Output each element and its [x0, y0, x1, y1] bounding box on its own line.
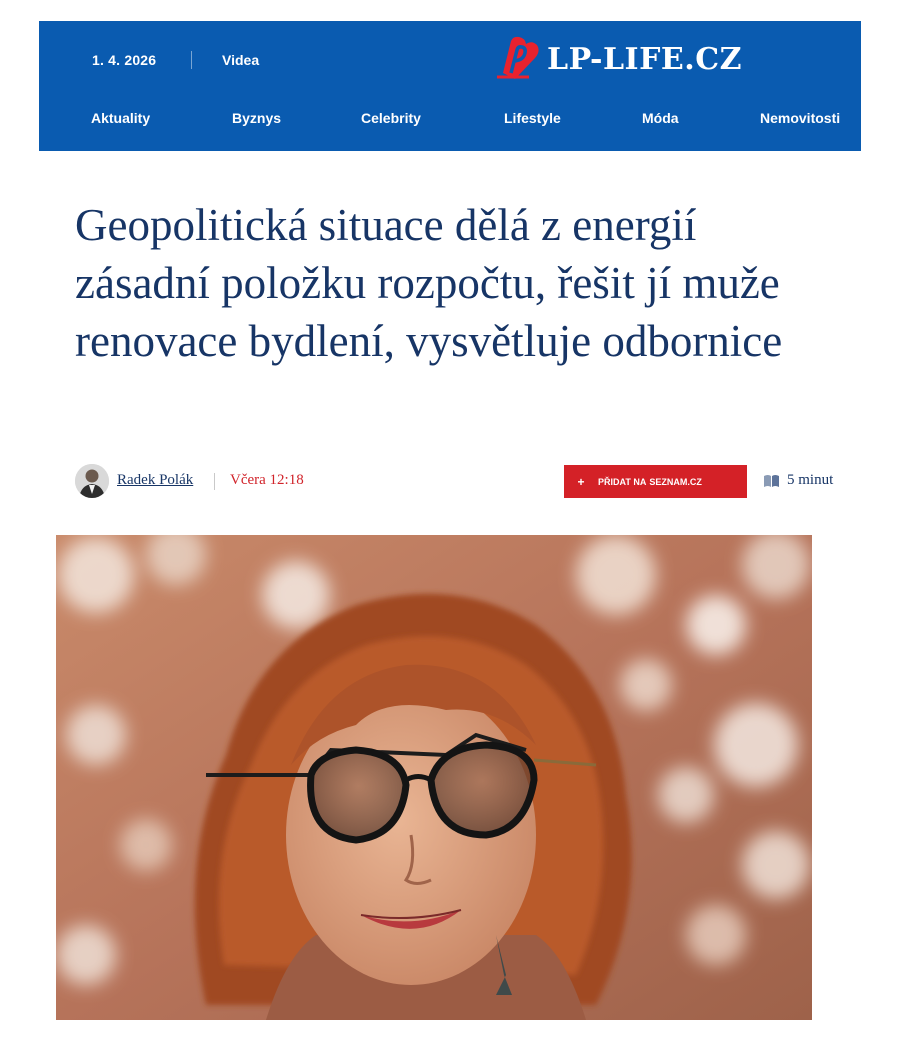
book-icon [763, 474, 780, 488]
current-date: 1. 4. 2026 [92, 52, 157, 68]
header-divider [191, 51, 192, 69]
seznam-button-brand: SEZNAM.CZ [649, 476, 702, 487]
publish-time: Včera 12:18 [230, 472, 304, 488]
reading-time-label: 5 minut [787, 472, 834, 488]
article-hero-image [56, 535, 812, 1020]
header-top-bar [39, 21, 861, 99]
add-to-seznam-button[interactable] [564, 465, 747, 498]
heart-logo-icon [491, 33, 543, 83]
reading-time [763, 472, 833, 489]
videa-link[interactable]: Videa [222, 52, 260, 68]
site-logo[interactable] [491, 33, 742, 83]
nav-item-nemovitosti[interactable]: Nemovitosti [760, 110, 841, 126]
nav-item-lifestyle[interactable]: Lifestyle [504, 110, 561, 126]
avatar-image [75, 464, 109, 498]
nav-item-celebrity[interactable]: Celebrity [361, 110, 421, 126]
nav-item-byznys[interactable]: Byznys [232, 110, 282, 126]
seznam-button-label: PŘIDAT NA [598, 476, 647, 487]
plus-icon: + [577, 474, 585, 489]
site-header [39, 21, 861, 151]
portrait-photo [56, 535, 812, 1020]
article-title: Geopolitická situace dělá z energií zásadní položku rozpočtu, řešit jí muže renovace bydlení, vysvětluje odbornice [75, 200, 783, 366]
logo-text: LP-LIFE.CZ [547, 41, 742, 77]
author-link[interactable]: Radek Polák [117, 472, 194, 488]
meta-divider [214, 473, 215, 490]
article-meta [75, 464, 845, 500]
author-avatar[interactable] [75, 464, 109, 498]
nav-item-moda[interactable]: Móda [642, 110, 679, 126]
main-navigation [39, 103, 861, 143]
nav-item-aktuality[interactable]: Aktuality [91, 110, 151, 126]
